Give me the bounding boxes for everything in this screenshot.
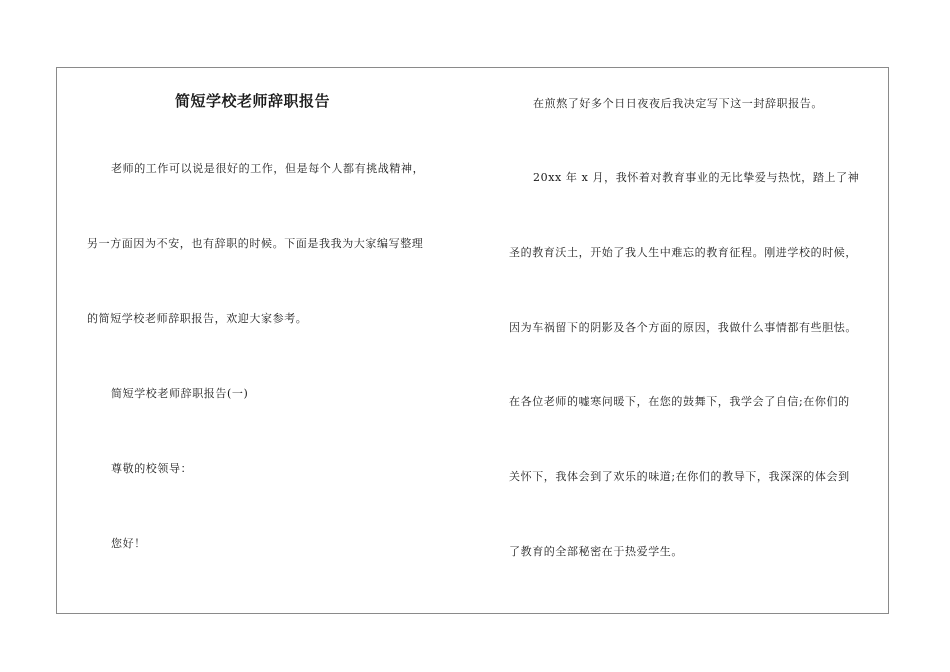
document-title: 简短学校老师辞职报告 [175,92,331,110]
paragraph-line: 圣的教育沃土，开始了我人生中难忘的教育征程。刚进学校的时候， [509,246,857,259]
paragraph-line: 在各位老师的嘘寒问暖下，在您的鼓舞下，我学会了自信;在你们的 [509,395,850,408]
paragraph-line: 20xx 年 x 月，我怀着对教育事业的无比挚爱与热忱，踏上了神 [533,171,860,184]
left-column [57,68,477,613]
paragraph-line: 的简短学校老师辞职报告，欢迎大家参考。 [87,312,308,325]
salutation: 尊敬的校领导： [111,462,193,475]
section-heading: 简短学校老师辞职报告(一) [111,387,249,400]
paragraph-line: 老师的工作可以说是很好的工作，但是每个人都有挑战精神， [111,162,425,175]
paragraph-line: 了教育的全部秘密在于热爱学生。 [509,545,683,558]
paragraph-line: 另一方面因为不安，也有辞职的时候。下面是我我为大家编写整理 [87,237,424,250]
greeting: 您好！ [111,537,146,550]
paragraph-line: 因为车祸留下的阴影及各个方面的原因，我做什么事情都有些胆怯。 [509,321,857,334]
paragraph-line: 关怀下，我体会到了欢乐的味道;在你们的教导下，我深深的体会到 [509,470,850,483]
right-column [477,68,890,613]
document-page [56,67,889,614]
paragraph-line: 在煎熬了好多个日日夜夜后我决定写下这一封辞职报告。 [533,97,823,110]
